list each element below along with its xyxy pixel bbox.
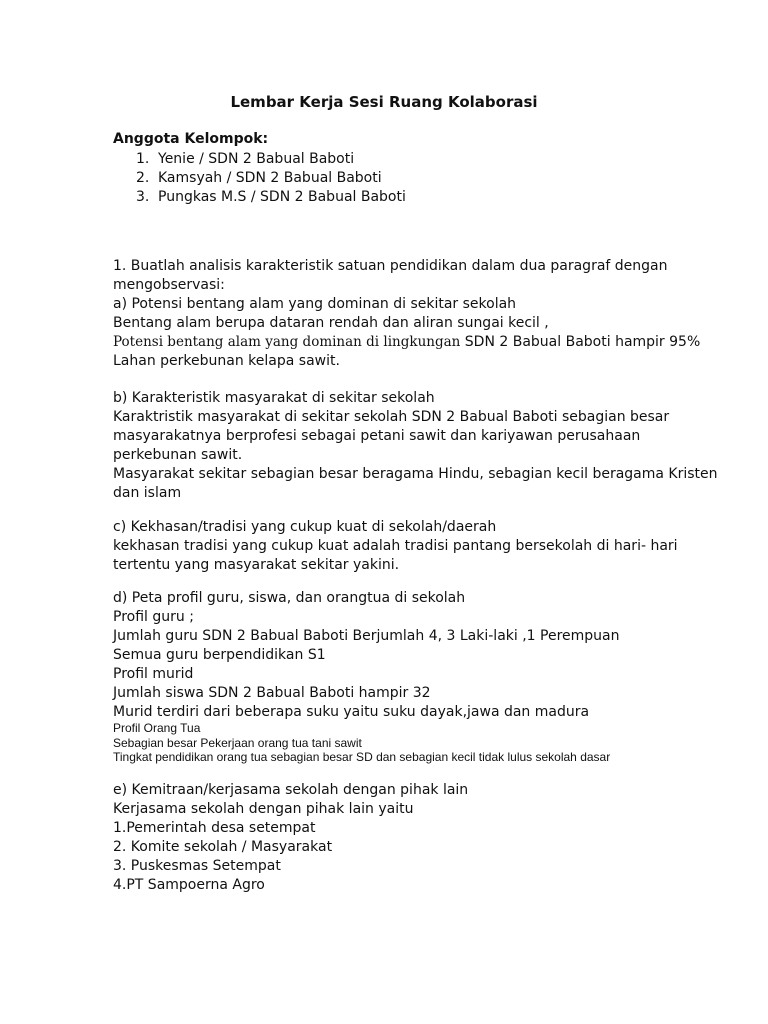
section-e-heading: e) Kemitraan/kerjasama sekolah dengan pihak lain <box>113 782 469 798</box>
section-d-text-small: Sebagian besar Pekerjaan orang tua tani sawit <box>113 736 362 750</box>
section-c-text: tertentu yang masyarakat sekitar yakini. <box>113 557 400 573</box>
member-item <box>136 188 406 207</box>
section-e-text: Kerjasama sekolah dengan pihak lain yaitu <box>113 801 414 817</box>
member-item <box>136 150 354 169</box>
member-number: 3. <box>136 189 150 205</box>
section-e-text: 4.PT Sampoerna Agro <box>113 877 265 893</box>
member-number: 1. <box>136 151 150 167</box>
section-b-text: Karaktristik masyarakat di sekitar sekolah SDN 2 Babual Baboti sebagian besar <box>113 409 670 425</box>
section-d-text: Profil guru ; <box>113 609 194 625</box>
section-a-text: Lahan perkebunan kelapa sawit. <box>113 353 340 369</box>
section-b-text: masyarakatnya berprofesi sebagai petani sawit dan kariyawan perusahaan <box>113 428 641 444</box>
members-heading: Anggota Kelompok: <box>113 131 269 147</box>
member-number: 2. <box>136 170 150 186</box>
section-d-text: Jumlah siswa SDN 2 Babual Baboti hampir 32 <box>113 685 431 701</box>
member-item <box>136 169 382 188</box>
section-a-heading: a) Potensi bentang alam yang dominan di sekitar sekolah <box>113 296 517 312</box>
section-c-text: kekhasan tradisi yang cukup kuat adalah tradisi pantang bersekolah di hari- hari <box>113 538 678 554</box>
section-d-text: Jumlah guru SDN 2 Babual Baboti Berjumlah 4, 3 Laki-laki ,1 Perempuan <box>113 628 620 644</box>
member-text: Kamsyah / SDN 2 Babual Baboti <box>158 170 382 186</box>
section-d-text-small: Profil Orang Tua <box>113 721 201 735</box>
member-text: Yenie / SDN 2 Babual Baboti <box>158 151 355 167</box>
section-e-text: 1.Pemerintah desa setempat <box>113 820 316 836</box>
question-1-line: mengobservasi: <box>113 277 225 293</box>
section-d-heading: d) Peta profil guru, siswa, dan orangtua di sekolah <box>113 590 466 606</box>
section-a-text-sans: SDN 2 Babual Baboti hampir 95% <box>460 334 701 350</box>
section-c-heading: c) Kekhasan/tradisi yang cukup kuat di sekolah/daerah <box>113 519 497 535</box>
section-a-text <box>113 333 700 352</box>
section-b-text: perkebunan sawit. <box>113 447 243 463</box>
section-a-text: Bentang alam berupa dataran rendah dan aliran sungai kecil , <box>113 315 549 331</box>
section-e-text: 3. Puskesmas Setempat <box>113 858 281 874</box>
member-text: Pungkas M.S / SDN 2 Babual Baboti <box>158 189 406 205</box>
document-title: Lembar Kerja Sesi Ruang Kolaborasi <box>230 93 538 111</box>
section-d-text-small: Tingkat pendidikan orang tua sebagian besar SD dan sebagian kecil tidak lulus sekolah dasar <box>113 750 611 764</box>
section-b-text: Masyarakat sekitar sebagian besar beragama Hindu, sebagian kecil beragama Kristen <box>113 466 718 482</box>
section-e-text: 2. Komite sekolah / Masyarakat <box>113 839 333 855</box>
question-1-line: 1. Buatlah analisis karakteristik satuan pendidikan dalam dua paragraf dengan <box>113 258 668 274</box>
section-b-heading: b) Karakteristik masyarakat di sekitar sekolah <box>113 390 435 406</box>
section-d-text: Semua guru berpendidikan S1 <box>113 647 326 663</box>
section-d-text: Profil murid <box>113 666 194 682</box>
section-b-text: dan islam <box>113 485 182 501</box>
section-d-text: Murid terdiri dari beberapa suku yaitu suku dayak,jawa dan madura <box>113 704 590 720</box>
section-a-text-serif: Potensi bentang alam yang dominan di lingkungan <box>113 334 461 350</box>
